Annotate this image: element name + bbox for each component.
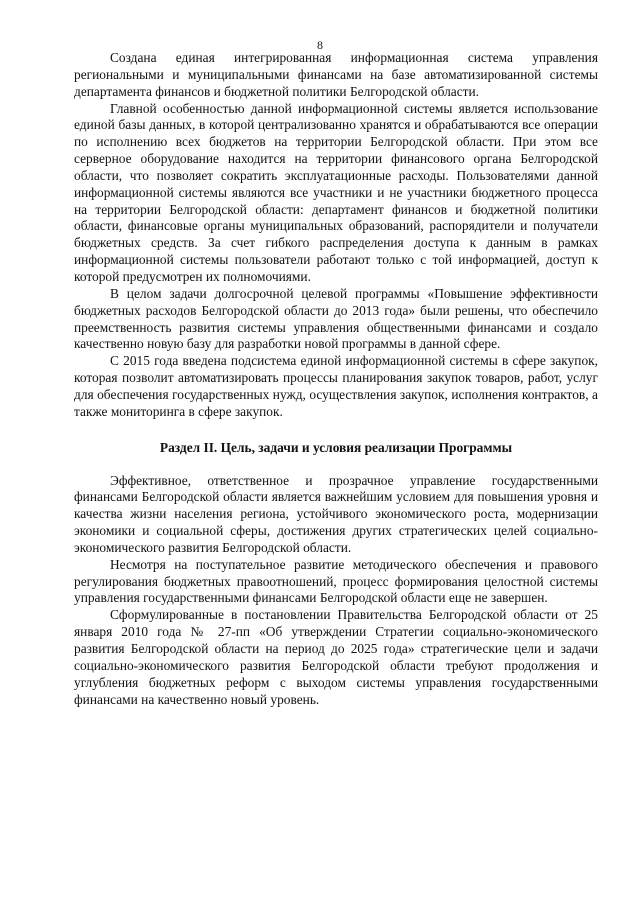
section-heading: Раздел II. Цель, задачи и условия реализации Программы — [159, 439, 513, 455]
document-body — [74, 50, 598, 708]
paragraph-effective-management: Эффективное, ответственное и прозрачное управление государственными финансами Белгородской области является важнейшим условием для повышения уровня и качества жизни населения региона, устойчивого экономического роста, модернизации экономики и социальной сферы, достижения других стратегических целей социально-экономического развития Белгородской области. — [74, 472, 598, 555]
page-number: 8 — [317, 38, 323, 52]
spacer — [74, 456, 598, 473]
spacer — [74, 421, 598, 439]
paragraph-database-features: Главной особенностью данной информационной системы является использование единой базы данных, в которой централизованно хранятся и обрабатываются все операции по исполнению всех бюджетов на территории Белгородской области. При этом все серверное оборудование находится на территории финансового органа Белгородской области, что позволяет сократить эксплуатационные расходы. Пользователями данной информационной системы являются все участники и не участники бюджетного процесса на территории Белгородской области: департамент финансов и бюджетной политики области, финансовые органы муниципальных образований, распорядители и получатели бюджетных средств. За счет гибкого распределения доступа к данным в рамках информационной системы пользователи работают только с той информацией, доступ к которой предусмотрен их полномочиями. — [74, 100, 598, 284]
paragraph-procurement-subsystem: С 2015 года введена подсистема единой информационной системы в сфере закупок, которая позволит автоматизировать процессы планирования закупок товаров, работ, услуг для обеспечения государственных нужд, осуществления закупок, исполнения контрактов, а также мониторинга в сфере закупок. — [74, 353, 598, 419]
paragraph-regulation-progress: Несмотря на поступательное развитие методического обеспечения и правового регулирования бюджетных правоотношений, процесс формирования целостной системы управления государственными финансами Белгородской области еще не завершен. — [74, 556, 598, 606]
paragraph-unified-system: Создана единая интегрированная информационная система управления региональными и муниципальными финансами на базе автоматизированной системы департамента финансов и бюджетной политики Белгородской области. — [74, 50, 598, 99]
paragraph-strategy-goals: Сформулированные в постановлении Правительства Белгородской области от 25 января 2010 года № 27-пп «Об утверждении Стратегии социально-экономического развития Белгородской области на период до 2025 года» стратегические цели и задачи социально-экономического развития Белгородской области требуют продолжения и углубления бюджетных реформ с выходом системы управления государственными финансами на качественно новый уровень. — [74, 607, 598, 707]
paragraph-program-results: В целом задачи долгосрочной целевой программы «Повышение эффективности бюджетных расходов Белгородской области до 2013 года» были решены, что обеспечило преемственность развития системы управления общественными финансами и создало качественно новую базу для разработки новой программы в данной сфере. — [74, 285, 598, 352]
